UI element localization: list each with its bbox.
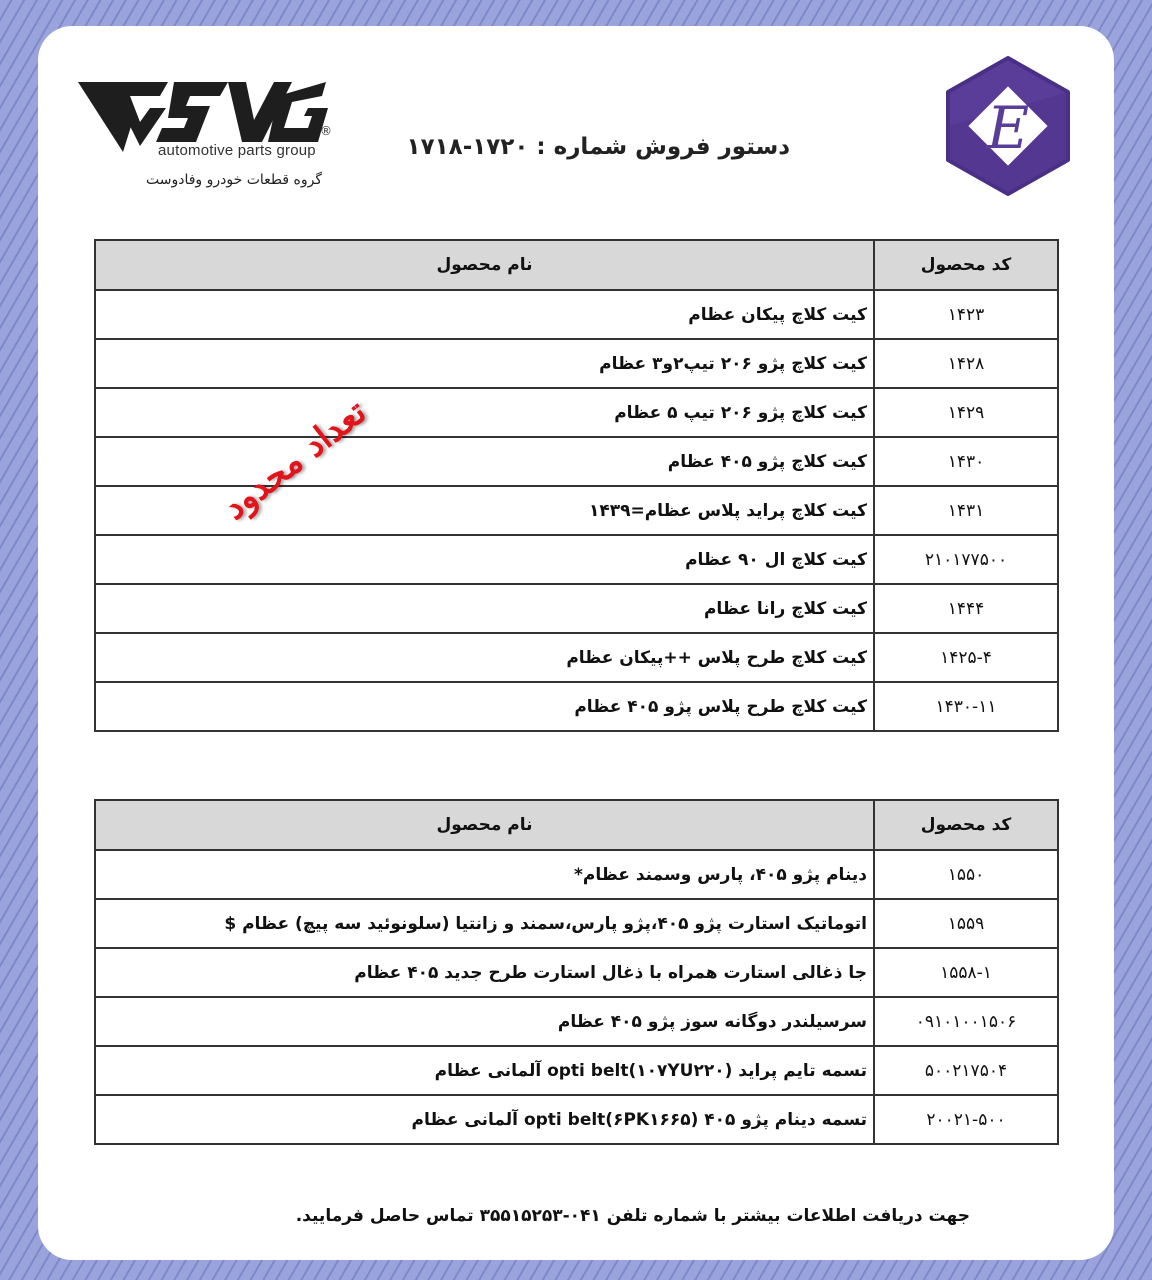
product-code: ۵۰۰۲۱۷۵۰۴ <box>874 1046 1058 1095</box>
brand-persian-tagline: گروه قطعات خودرو وفادوست <box>146 172 323 188</box>
product-name: اتوماتیک استارت پژو ۴۰۵،پژو پارس،سمند و زانتیا (سلونوئید سه پیچ) عظام $ <box>95 899 874 948</box>
registered-mark: ® <box>320 124 332 138</box>
table-row <box>95 535 1058 584</box>
product-code: ۱۴۴۴ <box>874 584 1058 633</box>
contact-footer: جهت دریافت اطلاعات بیشتر با شماره تلفن ۰۴۱-۳۵۵۱۵۲۵۳ تماس حاصل فرمایید. <box>295 1206 970 1226</box>
table-row <box>95 850 1058 899</box>
page-title: دستور فروش شماره : ۱۷۲۰-۱۷۱۸ <box>406 134 790 160</box>
e-logo-icon <box>940 56 1076 196</box>
product-name: جا ذغالی استارت همراه با ذغال استارت طرح جدید ۴۰۵ عظام <box>95 948 874 997</box>
product-name: کیت کلاچ پژو ۲۰۶ تیپ۲و۳ عظام <box>95 339 874 388</box>
table-header-row <box>95 800 1058 850</box>
product-code: ۱۵۵۰ <box>874 850 1058 899</box>
limited-quantity-stamp: تعداد محدود <box>215 391 375 529</box>
column-header-code: کد محصول <box>874 800 1058 850</box>
e-logo-letter: E <box>986 94 1030 162</box>
product-name: کیت کلاچ طرح پلاس ++پیکان عظام <box>95 633 874 682</box>
product-code: ۱۴۲۹ <box>874 388 1058 437</box>
product-code: ۱۴۳۰ <box>874 437 1058 486</box>
table-row <box>95 1095 1058 1144</box>
product-code: ۱۴۲۸ <box>874 339 1058 388</box>
table-row <box>95 682 1058 731</box>
product-code: ۱۵۵۹ <box>874 899 1058 948</box>
product-code: ۱۴۳۱ <box>874 486 1058 535</box>
e-logo <box>940 56 1076 196</box>
product-name: تسمه دینام پژو ۴۰۵ opti belt(۶PK۱۶۶۵) آلمانی عظام <box>95 1095 874 1144</box>
product-name: دینام پژو ۴۰۵، پارس وسمند عظام* <box>95 850 874 899</box>
product-name: کیت کلاچ پراید پلاس عظام=۱۴۳۹ <box>95 486 874 535</box>
product-code: ۱۴۲۳ <box>874 290 1058 339</box>
product-code: ۱۵۵۸-۱ <box>874 948 1058 997</box>
gsvg-logo <box>78 80 338 198</box>
product-name: تسمه تایم پراید (۱۰۷YU۲۲۰)opti belt آلمانی عظام <box>95 1046 874 1095</box>
product-name: کیت کلاچ پیکان عظام <box>95 290 874 339</box>
table-header-row <box>95 240 1058 290</box>
table-row <box>95 997 1058 1046</box>
product-name: کیت کلاچ پژو ۴۰۵ عظام <box>95 437 874 486</box>
product-name: سرسیلندر دوگانه سوز پژو ۴۰۵ عظام <box>95 997 874 1046</box>
column-header-name: نام محصول <box>95 240 874 290</box>
table-row <box>95 339 1058 388</box>
table-row <box>95 290 1058 339</box>
product-code: ۲۱۰۱۷۷۵۰۰ <box>874 535 1058 584</box>
product-code: ۲۰۰۲۱-۵۰۰ <box>874 1095 1058 1144</box>
table-row <box>95 899 1058 948</box>
product-code: ۱۴۳۰-۱۱ <box>874 682 1058 731</box>
column-header-name: نام محصول <box>95 800 874 850</box>
table-row <box>95 948 1058 997</box>
product-code: ۱۴۲۵-۴ <box>874 633 1058 682</box>
table-row <box>95 388 1058 437</box>
table-row <box>95 1046 1058 1095</box>
table-row <box>95 584 1058 633</box>
product-code: ۰۹۱۰۱۰۰۱۵۰۶ <box>874 997 1058 1046</box>
products-table-2 <box>94 799 1059 1145</box>
column-header-code: کد محصول <box>874 240 1058 290</box>
product-name: کیت کلاچ ال ۹۰ عظام <box>95 535 874 584</box>
brand-tagline: automotive parts group <box>158 142 316 159</box>
product-name: کیت کلاچ پژو ۲۰۶ تیپ ۵ عظام <box>95 388 874 437</box>
product-name: کیت کلاچ رانا عظام <box>95 584 874 633</box>
product-name: کیت کلاچ طرح پلاس پژو ۴۰۵ عظام <box>95 682 874 731</box>
table-row <box>95 633 1058 682</box>
